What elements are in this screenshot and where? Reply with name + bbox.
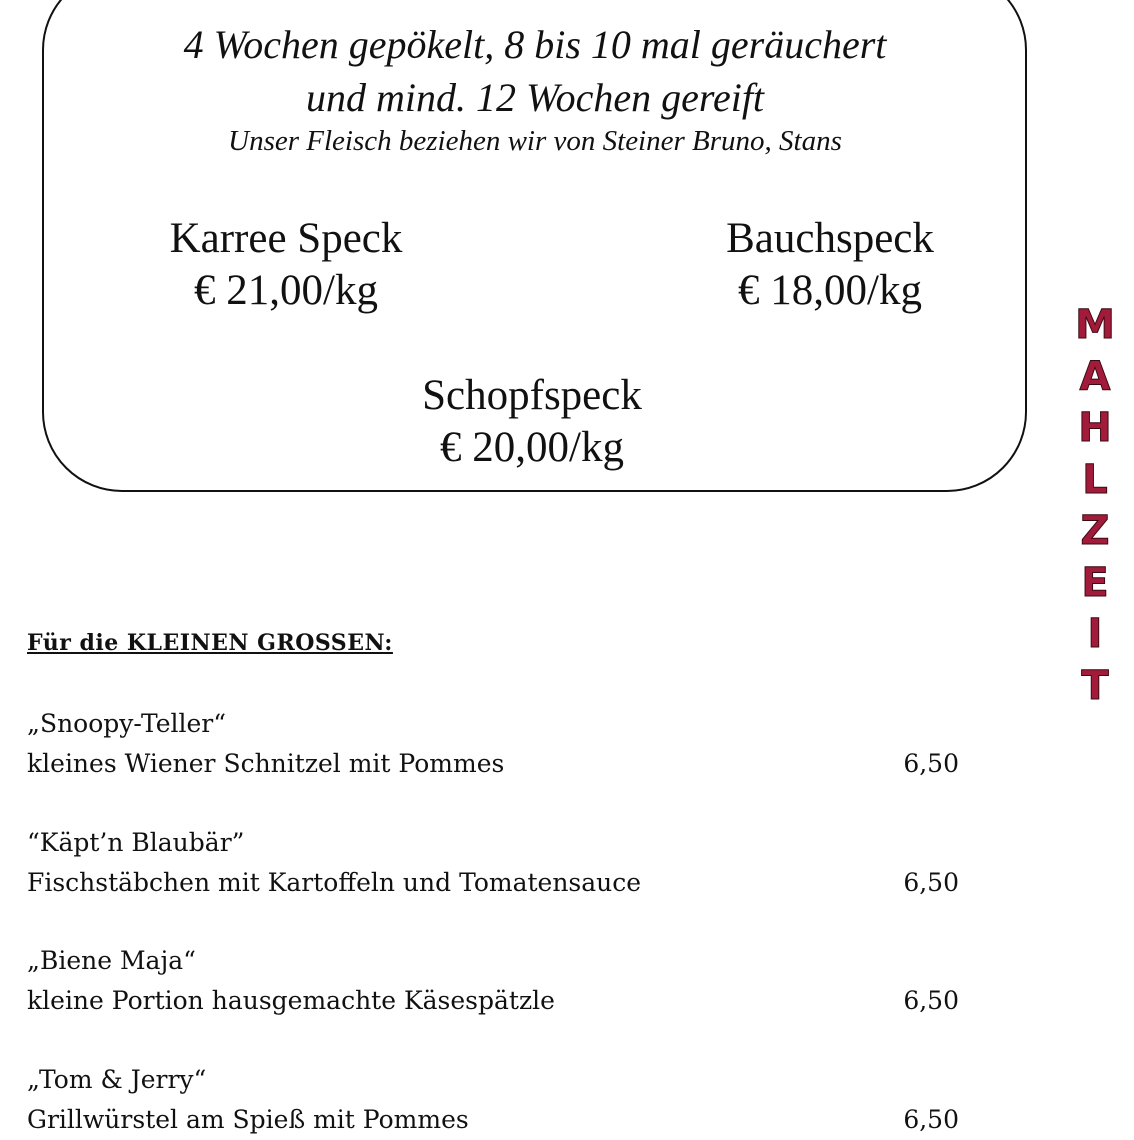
- kids-menu-heading: Für die KLEINEN GROSSEN:: [27, 630, 393, 656]
- mahlzeit-vertical-title: [1072, 300, 1118, 712]
- speck-price: € 18,00/kg: [738, 267, 922, 314]
- speck-price: € 21,00/kg: [194, 267, 378, 314]
- kids-menu-item: [27, 941, 967, 1021]
- item-description: kleines Wiener Schnitzel mit Pommes: [27, 749, 505, 778]
- item-name: “Käpt’n Blaubär”: [27, 828, 245, 857]
- item-price: 6,50: [903, 749, 959, 778]
- item-price: 6,50: [903, 868, 959, 897]
- speck-intro-line-1: 4 Wochen gepökelt, 8 bis 10 mal geräuchert: [183, 22, 887, 67]
- side-letter: I: [1087, 611, 1103, 657]
- item-description: Fischstäbchen mit Kartoffeln und Tomatensauce: [27, 868, 642, 897]
- item-price: 6,50: [903, 1105, 959, 1134]
- side-letter: H: [1078, 405, 1112, 451]
- supplier-note: Unser Fleisch beziehen wir von Steiner Bruno, Stans: [228, 125, 842, 157]
- speck-intro-line-2: und mind. 12 Wochen gereift: [305, 75, 765, 120]
- item-price: 6,50: [903, 986, 959, 1015]
- speck-name: Karree Speck: [169, 215, 403, 262]
- speck-item-karree: [126, 213, 446, 317]
- item-name: „Biene Maja“: [27, 946, 196, 975]
- item-description: kleine Portion hausgemachte Käsespätzle: [27, 986, 555, 1015]
- item-name: „Tom & Jerry“: [27, 1065, 207, 1094]
- speck-item-schopf: [372, 370, 692, 474]
- side-letter: T: [1081, 662, 1109, 709]
- speck-price: € 20,00/kg: [440, 424, 624, 471]
- kids-menu-item: [27, 823, 967, 903]
- side-letter: Z: [1080, 508, 1110, 554]
- speck-name: Bauchspeck: [726, 215, 934, 262]
- speck-item-bauch: [670, 213, 990, 317]
- side-letter: M: [1075, 302, 1115, 348]
- side-letter: L: [1082, 456, 1108, 503]
- kids-menu-item: [27, 704, 967, 784]
- kids-menu-item: [27, 1060, 967, 1140]
- side-letter: A: [1079, 353, 1111, 400]
- item-description: Grillwürstel am Spieß mit Pommes: [27, 1105, 469, 1134]
- item-name: „Snoopy-Teller“: [27, 709, 227, 738]
- side-letter: E: [1081, 559, 1109, 606]
- speck-name: Schopfspeck: [422, 372, 642, 419]
